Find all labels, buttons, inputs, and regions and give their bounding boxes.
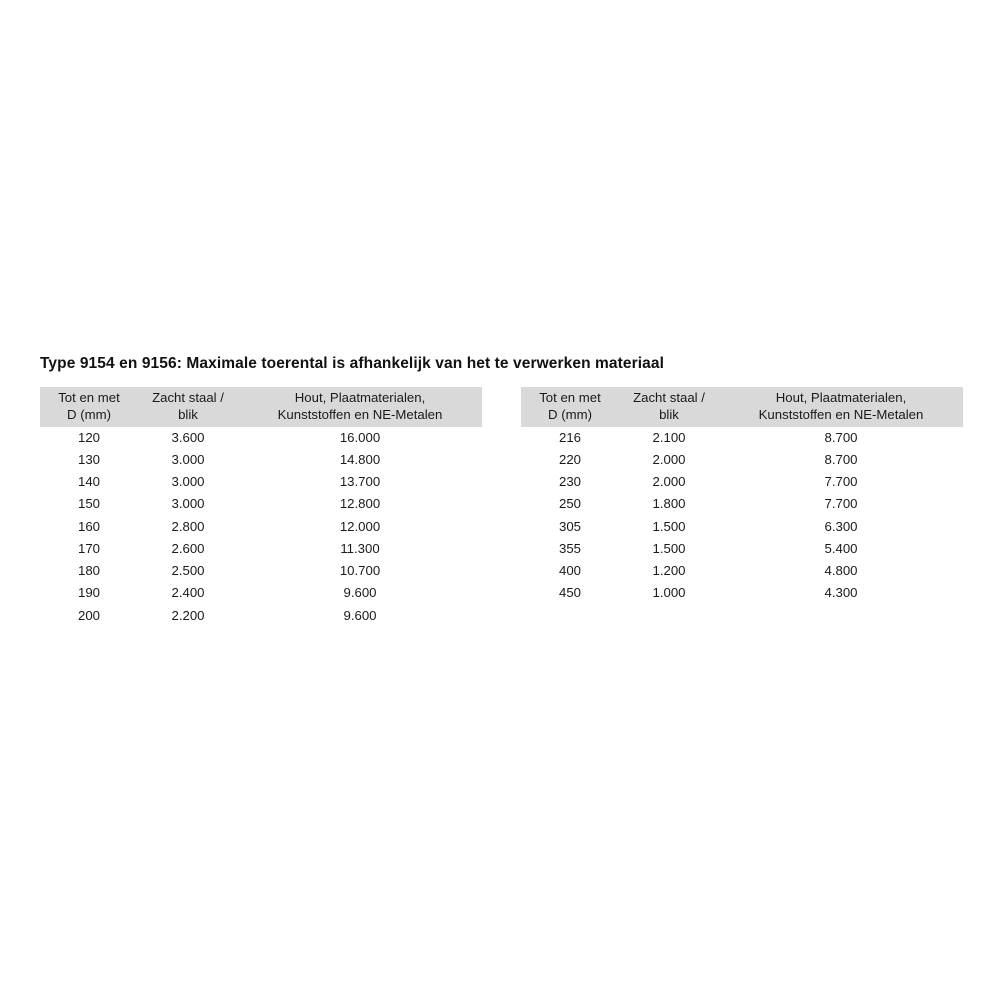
table-row xyxy=(521,560,963,582)
table-row xyxy=(40,493,482,515)
cell-diameter: 200 xyxy=(77,607,100,623)
cell-diameter: 216 xyxy=(558,429,581,445)
document-content xyxy=(40,355,970,627)
cell-diameter: 305 xyxy=(558,518,581,534)
cell-wood: 11.300 xyxy=(340,540,380,556)
cell-steel: 1.000 xyxy=(652,585,686,601)
table-row xyxy=(40,560,482,582)
table-row xyxy=(40,582,482,604)
page-title: Type 9154 en 9156: Maximale toerental is afhankelijk van het te verwerken materiaal xyxy=(40,355,665,372)
cell-steel: 3.000 xyxy=(171,452,205,467)
column-header-line-2: D (mm) xyxy=(548,406,592,422)
column-header-line-2: Kunststoffen en NE-Metalen xyxy=(758,406,924,422)
cell-steel: 2.500 xyxy=(171,563,205,579)
column-header-tot-en-met-d xyxy=(40,387,138,427)
cell-diameter: 355 xyxy=(558,540,581,556)
column-header-line-1: Tot en met xyxy=(58,390,120,405)
cell-steel: 2.000 xyxy=(652,452,686,467)
cell-diameter: 220 xyxy=(558,452,581,467)
spec-table-right xyxy=(521,387,963,605)
cell-wood: 7.700 xyxy=(824,496,858,512)
cell-diameter: 450 xyxy=(558,585,581,601)
cell-wood: 16.000 xyxy=(339,429,381,445)
column-header-line-1: Hout, Plaatmaterialen, xyxy=(294,390,426,405)
cell-steel: 3.000 xyxy=(171,496,205,512)
cell-diameter: 180 xyxy=(77,563,100,579)
column-header-line-1: Hout, Plaatmaterialen, xyxy=(775,390,907,405)
cell-steel: 1.200 xyxy=(652,563,686,579)
table-header-left xyxy=(40,387,482,427)
cell-diameter: 160 xyxy=(77,518,100,534)
table-row xyxy=(40,605,482,627)
cell-diameter: 150 xyxy=(77,496,100,512)
table-body-left xyxy=(40,427,482,627)
table-row xyxy=(40,538,482,560)
cell-steel: 1.500 xyxy=(652,518,686,534)
cell-wood: 8.700 xyxy=(824,452,858,467)
cell-wood: 8.700 xyxy=(824,429,858,445)
cell-wood: 9.600 xyxy=(343,607,377,623)
table-row xyxy=(40,449,482,471)
cell-wood: 10.700 xyxy=(339,563,381,579)
column-header-line-2: blik xyxy=(659,406,679,422)
cell-wood: 14.800 xyxy=(339,452,381,467)
column-header-zacht-staal-blik xyxy=(619,387,719,427)
header-row xyxy=(521,387,963,427)
table-row xyxy=(40,516,482,538)
header-row xyxy=(40,387,482,427)
cell-diameter: 250 xyxy=(558,496,581,512)
cell-wood: 7.700 xyxy=(824,474,858,490)
column-header-line-2: Kunststoffen en NE-Metalen xyxy=(277,406,443,422)
cell-diameter: 190 xyxy=(77,585,100,601)
column-header-line-2: blik xyxy=(178,406,198,422)
cell-diameter: 170 xyxy=(77,540,100,556)
cell-wood: 13.700 xyxy=(339,474,381,490)
spec-table-left xyxy=(40,387,482,627)
table-row xyxy=(521,538,963,560)
cell-steel: 3.600 xyxy=(171,429,205,445)
cell-steel: 1.500 xyxy=(652,540,686,556)
cell-steel: 1.800 xyxy=(652,496,686,512)
cell-wood: 6.300 xyxy=(824,518,858,534)
cell-steel: 2.000 xyxy=(652,474,686,490)
table-row xyxy=(521,427,963,449)
cell-wood: 5.400 xyxy=(824,540,858,556)
table-row xyxy=(40,471,482,493)
table-header-right xyxy=(521,387,963,427)
column-header-hout-plaatmaterialen xyxy=(719,387,963,427)
cell-diameter: 120 xyxy=(77,429,100,445)
cell-diameter: 130 xyxy=(77,452,100,467)
cell-diameter: 230 xyxy=(558,474,581,490)
cell-wood: 12.800 xyxy=(339,496,381,512)
column-header-line-2: D (mm) xyxy=(67,406,111,422)
table-row xyxy=(521,449,963,471)
cell-steel: 3.000 xyxy=(171,474,205,490)
cell-diameter: 400 xyxy=(558,563,581,579)
table-row xyxy=(521,471,963,493)
cell-steel: 2.200 xyxy=(171,607,205,623)
cell-steel: 2.800 xyxy=(171,518,205,534)
tables-container xyxy=(40,387,970,627)
column-header-zacht-staal-blik xyxy=(138,387,238,427)
table-row xyxy=(521,493,963,515)
cell-wood: 4.800 xyxy=(824,563,858,579)
column-header-tot-en-met-d xyxy=(521,387,619,427)
cell-wood: 4.300 xyxy=(824,585,858,601)
table-row xyxy=(521,516,963,538)
table-row xyxy=(40,427,482,449)
cell-steel: 2.100 xyxy=(652,429,686,445)
cell-wood: 12.000 xyxy=(339,518,381,534)
column-header-line-1: Zacht staal / xyxy=(633,390,705,405)
column-header-hout-plaatmaterialen xyxy=(238,387,482,427)
cell-steel: 2.400 xyxy=(171,585,205,601)
column-header-line-1: Tot en met xyxy=(539,390,601,405)
cell-steel: 2.600 xyxy=(171,540,205,556)
cell-wood: 9.600 xyxy=(343,585,377,601)
column-header-line-1: Zacht staal / xyxy=(152,390,224,405)
table-row xyxy=(521,582,963,604)
cell-diameter: 140 xyxy=(77,474,100,490)
table-body-right xyxy=(521,427,963,605)
